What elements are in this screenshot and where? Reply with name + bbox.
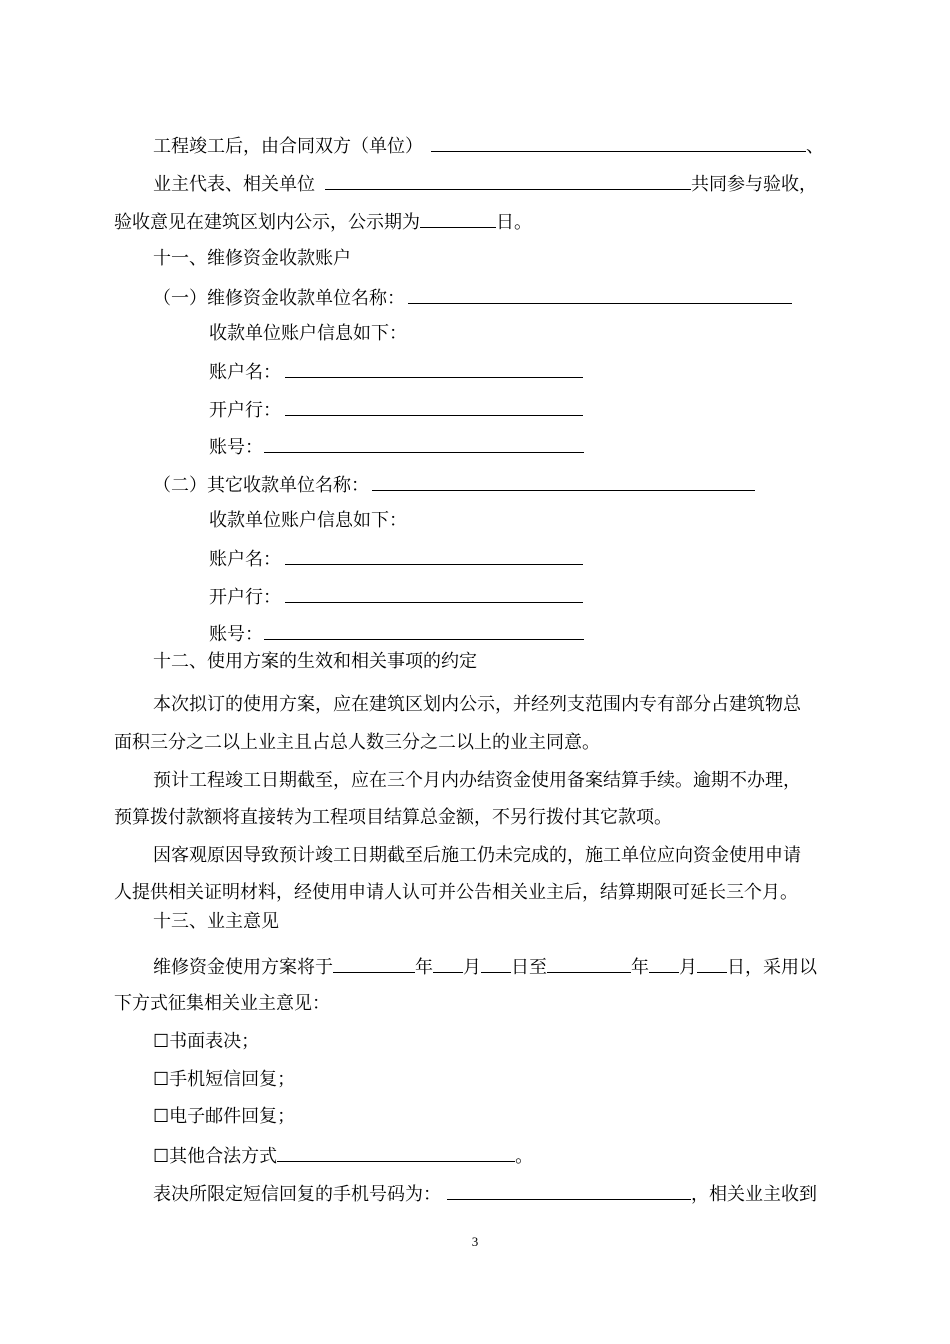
text: 日至 [511,957,547,978]
clause12-p3-line2: 人提供相关证明材料，经使用申请人认可并公告相关业主后，结算期限可延长三个月。 [114,882,798,903]
end-year-blank-field[interactable] [547,954,631,973]
text: 开户行： [209,400,281,421]
text: 日，采用以 [727,957,817,978]
option-email-reply-checkbox[interactable]: ☐电子邮件回复； [153,1106,296,1127]
text: （二）其它收款单位名称： [153,475,369,496]
start-month-blank-field[interactable] [433,954,463,973]
option-other-checkbox[interactable]: ☐其他合法方式 [153,1146,278,1167]
text: 账号： [209,624,263,645]
option-other-method [153,1143,533,1169]
text: 月 [679,957,697,978]
text: 共同参与验收， [691,174,817,195]
account-no-blank-field[interactable] [264,434,584,453]
text: 维修资金使用方案将于 [153,957,333,978]
clause11-item1 [153,285,792,311]
related-unit-blank-field[interactable] [325,171,691,190]
text: ，相关业主收到 [691,1184,817,1205]
unit-blank-field[interactable] [431,133,806,152]
sms-number-line [153,1181,817,1207]
end-month-blank-field[interactable] [649,954,679,973]
clause12-p1-line1: 本次拟订的使用方案，应在建筑区划内公示，并经列支范围内专有部分占建筑物总 [153,694,801,715]
item2-bank [209,584,583,610]
clause12-heading: 十二、使用方案的生效和相关事项的约定 [153,651,477,672]
text: 年 [415,957,433,978]
other-method-blank-field[interactable] [277,1143,515,1162]
clause10-line3 [114,209,532,235]
bank-blank-field[interactable] [285,584,583,603]
clause10-line2 [153,171,817,197]
option-sms-reply-checkbox[interactable]: ☐手机短信回复； [153,1069,296,1090]
text: 月 [463,957,481,978]
text: 工程竣工后，由合同双方（单位） [153,136,423,157]
text: 账号： [209,437,263,458]
account-no-blank-field[interactable] [264,621,584,640]
text: 账户名： [209,549,281,570]
option-written-vote-checkbox[interactable]: ☐书面表决； [153,1031,260,1052]
text: 表决所限定短信回复的手机号码为： [153,1184,441,1205]
text: 开户行： [209,587,281,608]
clause12-p2-line2: 预算拨付款额将直接转为工程项目结算总金额，不另行拨付其它款项。 [114,807,672,828]
item2-account-name [209,546,583,572]
text: 业主代表、相关单位 [153,174,315,195]
item1-bank [209,397,583,423]
clause12-p3-line1: 因客观原因导致预计竣工日期截至后施工仍未完成的，施工单位应向资金使用申请 [153,845,801,866]
bank-blank-field[interactable] [285,397,583,416]
clause13-p1-line2: 下方式征集相关业主意见： [114,993,330,1014]
text: 年 [631,957,649,978]
text: （一）维修资金收款单位名称： [153,288,405,309]
item1-account-info-label: 收款单位账户信息如下： [209,323,407,344]
publicity-days-blank-field[interactable] [420,209,496,228]
other-payee-blank-field[interactable] [372,472,755,491]
clause13-heading: 十三、业主意见 [153,911,279,932]
text: 验收意见在建筑区划内公示，公示期为 [114,212,420,233]
clause12-p1-line2: 面积三分之二以上业主且占总人数三分之二以上的业主同意。 [114,732,600,753]
start-year-blank-field[interactable] [333,954,415,973]
text: 。 [515,1146,534,1167]
text: 账户名： [209,362,281,383]
end-day-blank-field[interactable] [697,954,727,973]
item2-account-no [209,621,584,647]
text: 、 [806,136,824,157]
clause11-item2 [153,472,755,498]
text: 日。 [496,212,532,233]
item1-account-no [209,434,584,460]
clause12-p2-line1: 预计工程竣工日期截至，应在三个月内办结资金使用备案结算手续。逾期不办理， [153,770,801,791]
sms-number-blank-field[interactable] [447,1181,691,1200]
clause11-heading: 十一、维修资金收款账户 [153,248,351,269]
item1-account-name [209,359,583,385]
start-day-blank-field[interactable] [481,954,511,973]
payee-unit-blank-field[interactable] [408,285,792,304]
clause13-p1-line1 [153,954,817,980]
account-name-blank-field[interactable] [285,359,583,378]
clause10-line1 [153,133,824,159]
account-name-blank-field[interactable] [285,546,583,565]
page-number: 3 [471,1234,479,1249]
item2-account-info-label: 收款单位账户信息如下： [209,510,407,531]
